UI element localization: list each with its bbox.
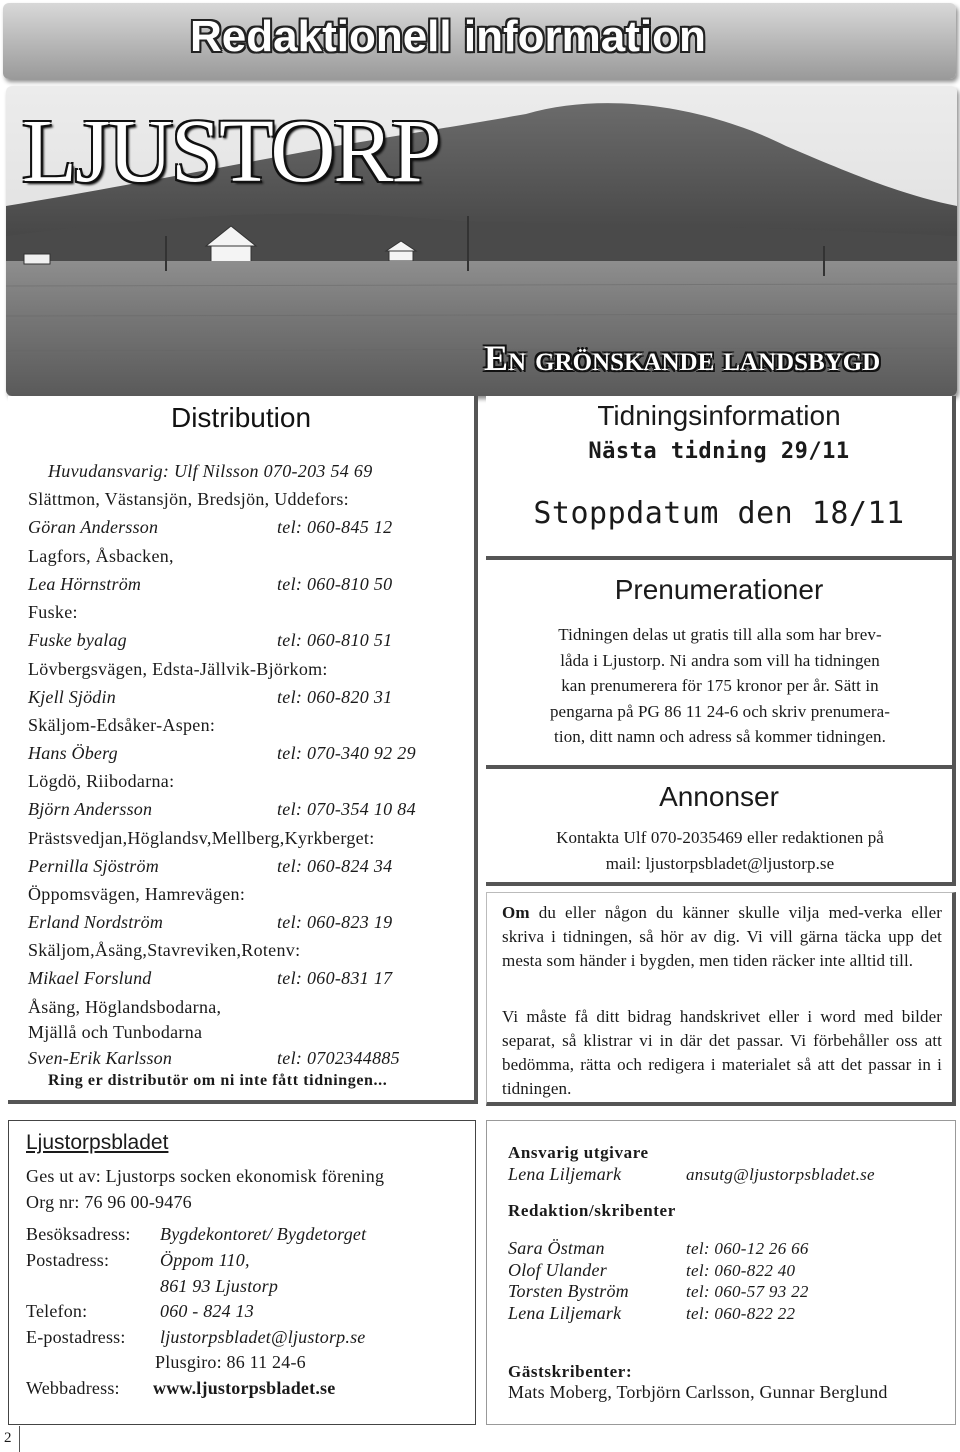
distribution-note: Ring er distributör om ni inte fått tidningen...: [48, 1072, 388, 1089]
divider: [486, 765, 952, 769]
publisher-name: Lena Liljemark: [508, 1164, 622, 1184]
editor-tel: tel: 060-12 26 66: [686, 1239, 809, 1258]
route-area: Åsäng, Höglandsbodarna,: [28, 997, 222, 1017]
distribution-title: Distribution: [170, 402, 312, 433]
publisher-email-link[interactable]: ansutg@ljustorpsbladet.se: [686, 1165, 875, 1184]
route-person: Hans Öberg: [28, 743, 118, 763]
route-tel: tel: 060-810 51: [277, 630, 393, 650]
editor-name: Olof Ulander: [508, 1260, 607, 1280]
route-tel: tel: 060-820 31: [277, 687, 393, 707]
route-area: Mjällå och Tunbodarna: [28, 1022, 203, 1042]
appeal-text: du eller någon du känner skulle vilja med-verka eller skriva i tidningen, så hör av dig. Vi vill gärna täcka upp det mesta som händer i bygden, men tiden räcker inte alltid till.: [502, 903, 942, 970]
route-tel: tel: 070-340 92 29: [277, 743, 416, 763]
route-area: Skäljom,Åsäng,Stavreviken,Rotenv:: [28, 940, 301, 960]
publisher-head: Ansvarig utgivare: [508, 1143, 649, 1162]
route-person: Mikael Forslund: [28, 968, 152, 988]
postal-label: Postadress:: [26, 1250, 110, 1270]
route-person: Lea Hörnström: [28, 574, 142, 594]
editor-name: Sara Östman: [508, 1238, 605, 1258]
appeal-paragraph-2: Vi måste få ditt bidrag handskrivet eller i word med bilder separat, så klistrar vi in där det passar. Vi förbehåller oss att bedömma, rätta och redigera i materialet så att det passar in i tidningen.: [502, 1007, 942, 1098]
banner-title: Redaktionell information: [190, 12, 706, 61]
ads-title: Annonser: [659, 781, 779, 812]
editor-name: Lena Liljemark: [508, 1303, 622, 1323]
next-issue: Nästa tidning 29/11: [588, 439, 850, 464]
route-tel: tel: 070-354 10 84: [277, 799, 416, 819]
distribution-responsible: Huvudansvarig: Ulf Nilsson 070-203 54 69: [48, 461, 373, 481]
editor-tel: tel: 060-822 40: [686, 1261, 796, 1280]
publisher-issued-by: Ges ut av: Ljustorps socken ekonomisk förening: [26, 1166, 385, 1186]
subscriptions-line: låda i Ljustorp. Ni andra som vill ha tidningen: [560, 651, 880, 670]
stop-date: Stoppdatum den 18/11: [533, 496, 905, 531]
subscriptions-line: kan prenumerera för 175 kronor per år. Sätt in: [561, 676, 879, 695]
guest-writers: Mats Moberg, Torbjörn Carlsson, Gunnar Berglund: [508, 1382, 888, 1402]
route-tel: tel: 060-845 12: [277, 517, 393, 537]
route-person: Fuske byalag: [28, 630, 127, 650]
subscriptions-title: Prenumerationer: [614, 574, 824, 605]
town-name: LJUSTORP: [22, 102, 440, 201]
web-link[interactable]: www.ljustorpsbladet.se: [153, 1378, 336, 1398]
divider: [486, 556, 952, 560]
email-link[interactable]: ljustorpsbladet@ljustorp.se: [160, 1327, 366, 1347]
subscriptions-line: Tidningen delas ut gratis till alla som har brev-: [558, 625, 882, 644]
editor-tel: tel: 060-822 22: [686, 1304, 796, 1323]
visit-label: Besöksadress:: [26, 1224, 131, 1244]
route-tel: tel: 060-831 17: [277, 968, 393, 988]
route-area: Lögdö, Riibodarna:: [28, 771, 175, 791]
tagline: En grönskande landsbygd: [484, 338, 881, 378]
page-number: 2: [4, 1430, 12, 1446]
visit-value: Bygdekontoret/ Bygdetorget: [160, 1224, 367, 1244]
postal-value: 861 93 Ljustorp: [160, 1276, 279, 1296]
route-area: Prästsvedjan,Höglandsv,Mellberg,Kyrkberget:: [28, 828, 375, 848]
route-person: Erland Nordström: [28, 912, 164, 932]
ads-line: mail: ljustorpsbladet@ljustorp.se: [605, 854, 835, 873]
route-area: Fuske:: [28, 602, 78, 622]
subscriptions-line: pengarna på PG 86 11 24-6 och skriv prenumera-: [549, 702, 891, 721]
appeal-lead: Om: [502, 903, 530, 922]
newspaper-info-title: Tidningsinformation: [597, 400, 841, 431]
route-person: Göran Andersson: [28, 517, 159, 537]
subscriptions-line: tion, ditt namn och adress så kommer tidningen.: [554, 727, 886, 746]
phone-label: Telefon:: [26, 1301, 88, 1321]
phone-value: 060 - 824 13: [160, 1301, 254, 1321]
route-area: Öppomsvägen, Hamrevägen:: [28, 884, 246, 904]
route-tel: tel: 060-810 50: [277, 574, 393, 594]
route-area: Lagfors, Åsbacken,: [28, 546, 174, 566]
guest-head: Gästskribenter:: [508, 1362, 633, 1381]
route-area: Lövbergsvägen, Edsta-Jällvik-Björkom:: [28, 659, 328, 679]
appeal-paragraph-1: [502, 901, 942, 973]
editor-tel: tel: 060-57 93 22: [686, 1282, 809, 1301]
route-tel: tel: 060-823 19: [277, 912, 393, 932]
route-tel: tel: 060-824 34: [277, 856, 393, 876]
route-area: Skäljom-Edsåker-Aspen:: [28, 715, 216, 735]
route-area: Slättmon, Västansjön, Bredsjön, Uddefors:: [28, 489, 349, 509]
publisher-title: Ljustorpsbladet: [26, 1131, 169, 1154]
plusgiro: Plusgiro: 86 11 24-6: [155, 1352, 306, 1372]
route-person: Björn Andersson: [28, 799, 153, 819]
postal-value: Öppom 110,: [160, 1250, 250, 1270]
editorial-head: Redaktion/skribenter: [508, 1201, 676, 1220]
ads-line: Kontakta Ulf 070-2035469 eller redaktionen på: [556, 828, 884, 847]
publisher-org-nr: Org nr: 76 96 00-9476: [26, 1192, 192, 1212]
email-label: E-postadress:: [26, 1327, 126, 1347]
route-person: Sven-Erik Karlsson: [28, 1048, 173, 1068]
route-tel: tel: 0702344885: [277, 1048, 400, 1068]
web-label: Webbadress:: [26, 1378, 120, 1398]
editor-name: Torsten Byström: [508, 1281, 629, 1301]
route-person: Pernilla Sjöström: [28, 856, 159, 876]
route-person: Kjell Sjödin: [28, 687, 116, 707]
